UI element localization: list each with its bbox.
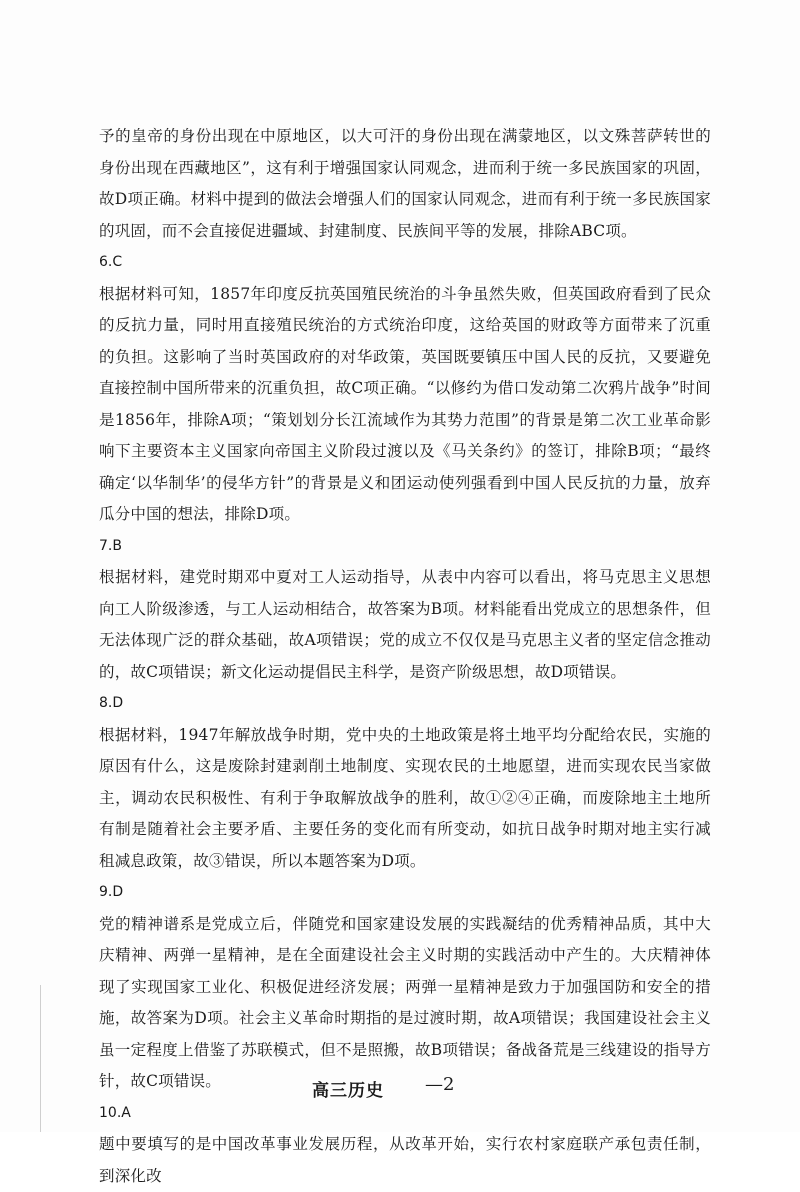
paragraph-q9: 党的精神谱系是党成立后，伴随党和国家建设发展的实践凝结的优秀精神品质，其中大庆精神、两弹一星精神，是在全面建设社会主义时期的实践活动中产生的。大庆精神体现了实现国家工业化、积极促进经济发展；两弹一星精神是致力于加强国防和安全的措施，故答案为D项。社会主义革命时期指的是过渡时期，故A项错误；我国建设社会主义虽一定程度上借鉴了苏联模式，但不是照搬，故B项错误；备战备荒是三线建设的指导方针，故C项错误。 bbox=[99, 914, 711, 1090]
paragraph-q7: 根据材料，建党时期邓中夏对工人运动指导，从表中内容可以看出，将马克思主义思想向工人阶级渗透，与工人运动相结合，故答案为B项。材料能看出党成立的思想条件，但无法体现广泛的群众基础，故A项错误；党的成立不仅仅是马克思主义者的坚定信念推动的，故C项错误；新文化运动提倡民主科学，是资产阶级思想，故D项错误。 bbox=[99, 568, 711, 681]
paragraph-q5-continued: 予的皇帝的身份出现在中原地区，以大可汗的身份出现在满蒙地区，以文殊菩萨转世的身份出现在西藏地区”，这有利于增强国家认同观念，进而利于统一多民族国家的巩固，故D项正确。材料中提到的做法会增强人们的国家认同观念，进而有利于统一多民族国家的巩固，而不会直接促进疆域、封建制度、民族间平等的发展，排除ABC项。 bbox=[99, 127, 711, 240]
answer-explanations bbox=[99, 121, 711, 1192]
question-number-8: 8.D bbox=[99, 695, 124, 711]
page-footer bbox=[0, 1076, 800, 1116]
paragraph-q10: 题中要填写的是中国改革事业发展历程，从改革开始，实行农村家庭联产承包责任制，到深化改 bbox=[99, 1135, 711, 1185]
question-number-6: 6.C bbox=[99, 254, 123, 270]
footer-subject: 高三历史 bbox=[312, 1081, 384, 1101]
question-number-7: 7.B bbox=[99, 537, 122, 554]
paragraph-q8: 根据材料，1947年解放战争时期，党中央的土地政策是将土地平均分配给农民，实施的原因有什么，这是废除封建剥削土地制度、实现农民的土地愿望，进而实现农民当家做主，调动农民积极性、有利于争取解放战争的胜利，故①②④正确，而废除地主土地所有制是随着社会主要矛盾、主要任务的变化而有所变动，如抗日战争时期对地主实行减租减息政策，故③错误，所以本题答案为D项。 bbox=[99, 725, 711, 870]
question-number-9: 9.D bbox=[99, 884, 124, 900]
paragraph-q6: 根据材料可知，1857年印度反抗英国殖民统治的斗争虽然失败，但英国政府看到了民众的反抗力量，同时用直接殖民统治的方式统治印度，这给英国的财政等方面带来了沉重的负担。这影响了当时英国政府的对华政策，英国既要镇压中国人民的反抗，又要避免直接控制中国所带来的沉重负担，故C项正确。“以修约为借口发动第二次鸦片战争”时间是1856年，排除A项；“策划划分长江流域作为其势力范围”的背景是第二次工业革命影响下主要资本主义国家向帝国主义阶段过渡以及《马关条约》的签订，排除B项；“最终确定‘以华制华’的侵华方针”的背景是义和团运动使列强看到中国人民反抗的力量，放弃瓜分中国的想法，排除D项。 bbox=[99, 284, 711, 523]
page-number: —2 bbox=[425, 1074, 455, 1095]
question-number-10: 10.A bbox=[99, 1104, 131, 1121]
